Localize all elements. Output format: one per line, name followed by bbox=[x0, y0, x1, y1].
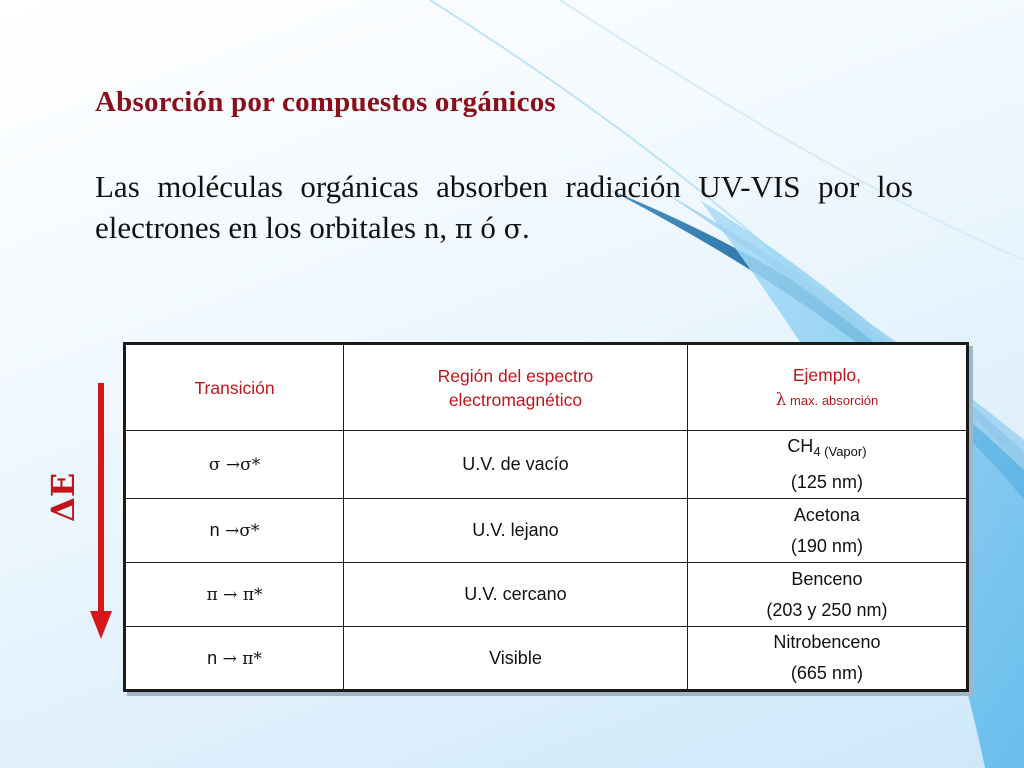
region-cell: U.V. lejano bbox=[344, 499, 688, 563]
header-example-line2: max. absorción bbox=[786, 392, 879, 408]
example-subscript: 4 (Vapor) bbox=[813, 444, 867, 459]
transition-from: n bbox=[209, 520, 220, 540]
lambda-symbol: λ bbox=[775, 389, 787, 410]
intro-connector: ó bbox=[472, 210, 504, 245]
transition-arrow-icon: → bbox=[217, 585, 243, 605]
example-main-wrap bbox=[694, 431, 960, 467]
transition-arrow-icon: → bbox=[217, 648, 243, 669]
intro-text: Las moléculas orgánicas absorben radiación UV-VIS por los electrones en los orbitales n, bbox=[95, 169, 913, 245]
sigma-symbol: σ bbox=[503, 214, 523, 245]
example-main: Nitrobenceno bbox=[773, 632, 881, 652]
transition-arrow-icon: → bbox=[220, 455, 241, 475]
table-header-row bbox=[125, 344, 968, 431]
transitions-table bbox=[123, 342, 969, 692]
example-cell bbox=[687, 563, 967, 627]
example-cell bbox=[687, 499, 967, 563]
transition-cell bbox=[125, 499, 344, 563]
header-transition-cell bbox=[125, 344, 344, 431]
transition-to: π* bbox=[242, 648, 262, 669]
transition-from: n bbox=[207, 647, 218, 668]
transition-arrow-icon: → bbox=[219, 521, 240, 541]
header-example-line1: Ejemplo, bbox=[792, 364, 861, 385]
table-row bbox=[125, 431, 968, 499]
transition-from: π bbox=[206, 585, 218, 605]
header-region-line2: electromagnético bbox=[448, 389, 583, 410]
region-cell: U.V. de vacío bbox=[344, 431, 688, 499]
header-example-cell bbox=[687, 344, 967, 431]
transition-cell bbox=[125, 563, 344, 627]
region-cell: U.V. cercano bbox=[344, 563, 688, 627]
table-row bbox=[125, 499, 968, 563]
example-main: Acetona bbox=[793, 504, 860, 525]
transition-cell bbox=[125, 431, 344, 499]
transition-cell bbox=[125, 627, 344, 691]
header-region-line1: Región del espectro bbox=[437, 365, 594, 386]
example-cell bbox=[687, 627, 967, 691]
header-transition: Transición bbox=[194, 377, 275, 398]
transition-from: σ bbox=[208, 455, 221, 475]
table-row bbox=[125, 563, 968, 627]
header-example-line2-wrap bbox=[694, 387, 960, 413]
example-value: (125 nm) bbox=[790, 472, 863, 492]
transition-to: σ* bbox=[239, 521, 260, 541]
example-value: (203 y 250 nm) bbox=[766, 599, 888, 620]
example-main: Benceno bbox=[791, 568, 863, 589]
intro-paragraph bbox=[95, 166, 913, 250]
transition-to: π* bbox=[242, 585, 263, 605]
region-cell: Visible bbox=[344, 627, 688, 691]
energy-arrow-shaft bbox=[98, 383, 104, 613]
slide-title: Absorción por compuestos orgánicos bbox=[95, 86, 556, 118]
pi-symbol: π bbox=[454, 214, 473, 245]
example-cell bbox=[687, 431, 967, 499]
energy-delta-label: ΔE bbox=[44, 472, 82, 522]
intro-end: . bbox=[522, 210, 530, 245]
header-region-cell bbox=[344, 344, 688, 431]
transition-to: σ* bbox=[240, 455, 261, 475]
example-main: CH bbox=[787, 436, 814, 456]
table-row bbox=[125, 627, 968, 691]
energy-arrow-head-icon bbox=[90, 611, 112, 639]
example-value: (190 nm) bbox=[790, 535, 863, 556]
example-value: (665 nm) bbox=[790, 663, 863, 683]
